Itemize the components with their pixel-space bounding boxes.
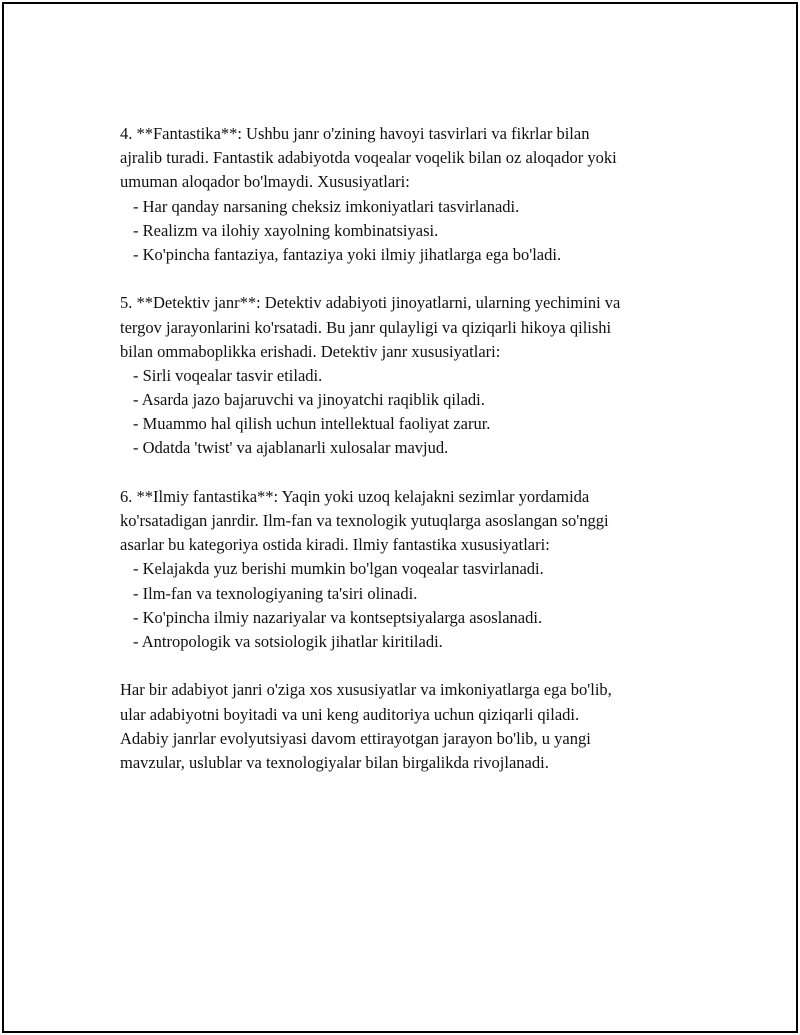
paragraph-line: 5. **Detektiv janr**: Detektiv adabiyoti jinoyatlarni, ularning yechimini va: [120, 293, 621, 313]
page-frame: [2, 2, 798, 1033]
section-detektiv: [120, 291, 710, 460]
paragraph-line: tergov jarayonlarini ko'rsatadi. Bu janr qulayligi va qiziqarli hikoya qilishi: [120, 317, 612, 337]
list-item: - Realizm va ilohiy xayolning kombinatsiyasi.: [133, 220, 439, 240]
paragraph-line: asarlar bu kategoriya ostida kiradi. Ilmiy fantastika xususiyatlari:: [120, 535, 550, 555]
paragraph-spacer: [120, 654, 710, 678]
paragraph-line: ko'rsatadigan janrdir. Ilm-fan va texnologik yutuqlarga asoslangan so'nggi: [120, 511, 609, 530]
list-item: - Ilm-fan va texnologiyaning ta'siri olinadi.: [133, 583, 418, 603]
paragraph-line: ajralib turadi. Fantastik adabiyotda voqealar voqelik bilan oz aloqador yoki: [120, 148, 617, 168]
paragraph-line: ular adabiyotni boyitadi va uni keng auditoriya uchun qiziqarli qiladi.: [120, 704, 580, 724]
list-item: - Kelajakda yuz berishi mumkin bo'lgan voqealar tasvirlanadi.: [133, 559, 544, 579]
paragraph-spacer: [120, 267, 710, 291]
paragraph-line: Har bir adabiyot janri o'ziga xos xususiyatlar va imkoniyatlarga ega bo'lib,: [120, 680, 612, 700]
section-ilmiy-fantastika: [120, 485, 710, 654]
paragraph-spacer: [120, 461, 710, 485]
paragraph-line: umuman aloqador bo'lmaydi. Xususiyatlari:: [120, 172, 410, 192]
list-item: - Sirli voqealar tasvir etiladi.: [133, 365, 323, 385]
paragraph-line: bilan ommaboplikka erishadi. Detektiv janr xususiyatlari:: [120, 341, 501, 361]
list-item: - Ko'pincha fantaziya, fantaziya yoki ilmiy jihatlarga ega bo'ladi.: [133, 244, 562, 264]
paragraph-line: Adabiy janrlar evolyutsiyasi davom ettirayotgan jarayon bo'lib, u yangi: [120, 728, 591, 748]
paragraph-line: 6. **Ilmiy fantastika**: Yaqin yoki uzoq kelajakni sezimlar yordamida: [120, 486, 590, 506]
paragraph-line: mavzular, uslublar va texnologiyalar bilan birgalikda rivojlanadi.: [120, 752, 549, 772]
paragraph-line: 4. **Fantastika**: Ushbu janr o'zining havoyi tasvirlari va fikrlar bilan: [120, 124, 590, 143]
list-item: - Asarda jazo bajaruvchi va jinoyatchi raqiblik qiladi.: [133, 390, 485, 410]
list-item: - Muammo hal qilish uchun intellektual faoliyat zarur.: [133, 414, 491, 434]
section-conclusion: [120, 678, 710, 775]
list-item: - Odatda 'twist' va ajablanarli xulosalar mavjud.: [133, 438, 449, 458]
list-item: - Har qanday narsaning cheksiz imkoniyatlari tasvirlanadi.: [133, 196, 520, 216]
section-fantastika: [120, 122, 710, 267]
list-item: - Antropologik va sotsiologik jihatlar kiritiladi.: [133, 631, 443, 651]
document-body: [120, 122, 710, 775]
list-item: - Ko'pincha ilmiy nazariyalar va kontseptsiyalarga asoslanadi.: [133, 607, 543, 627]
